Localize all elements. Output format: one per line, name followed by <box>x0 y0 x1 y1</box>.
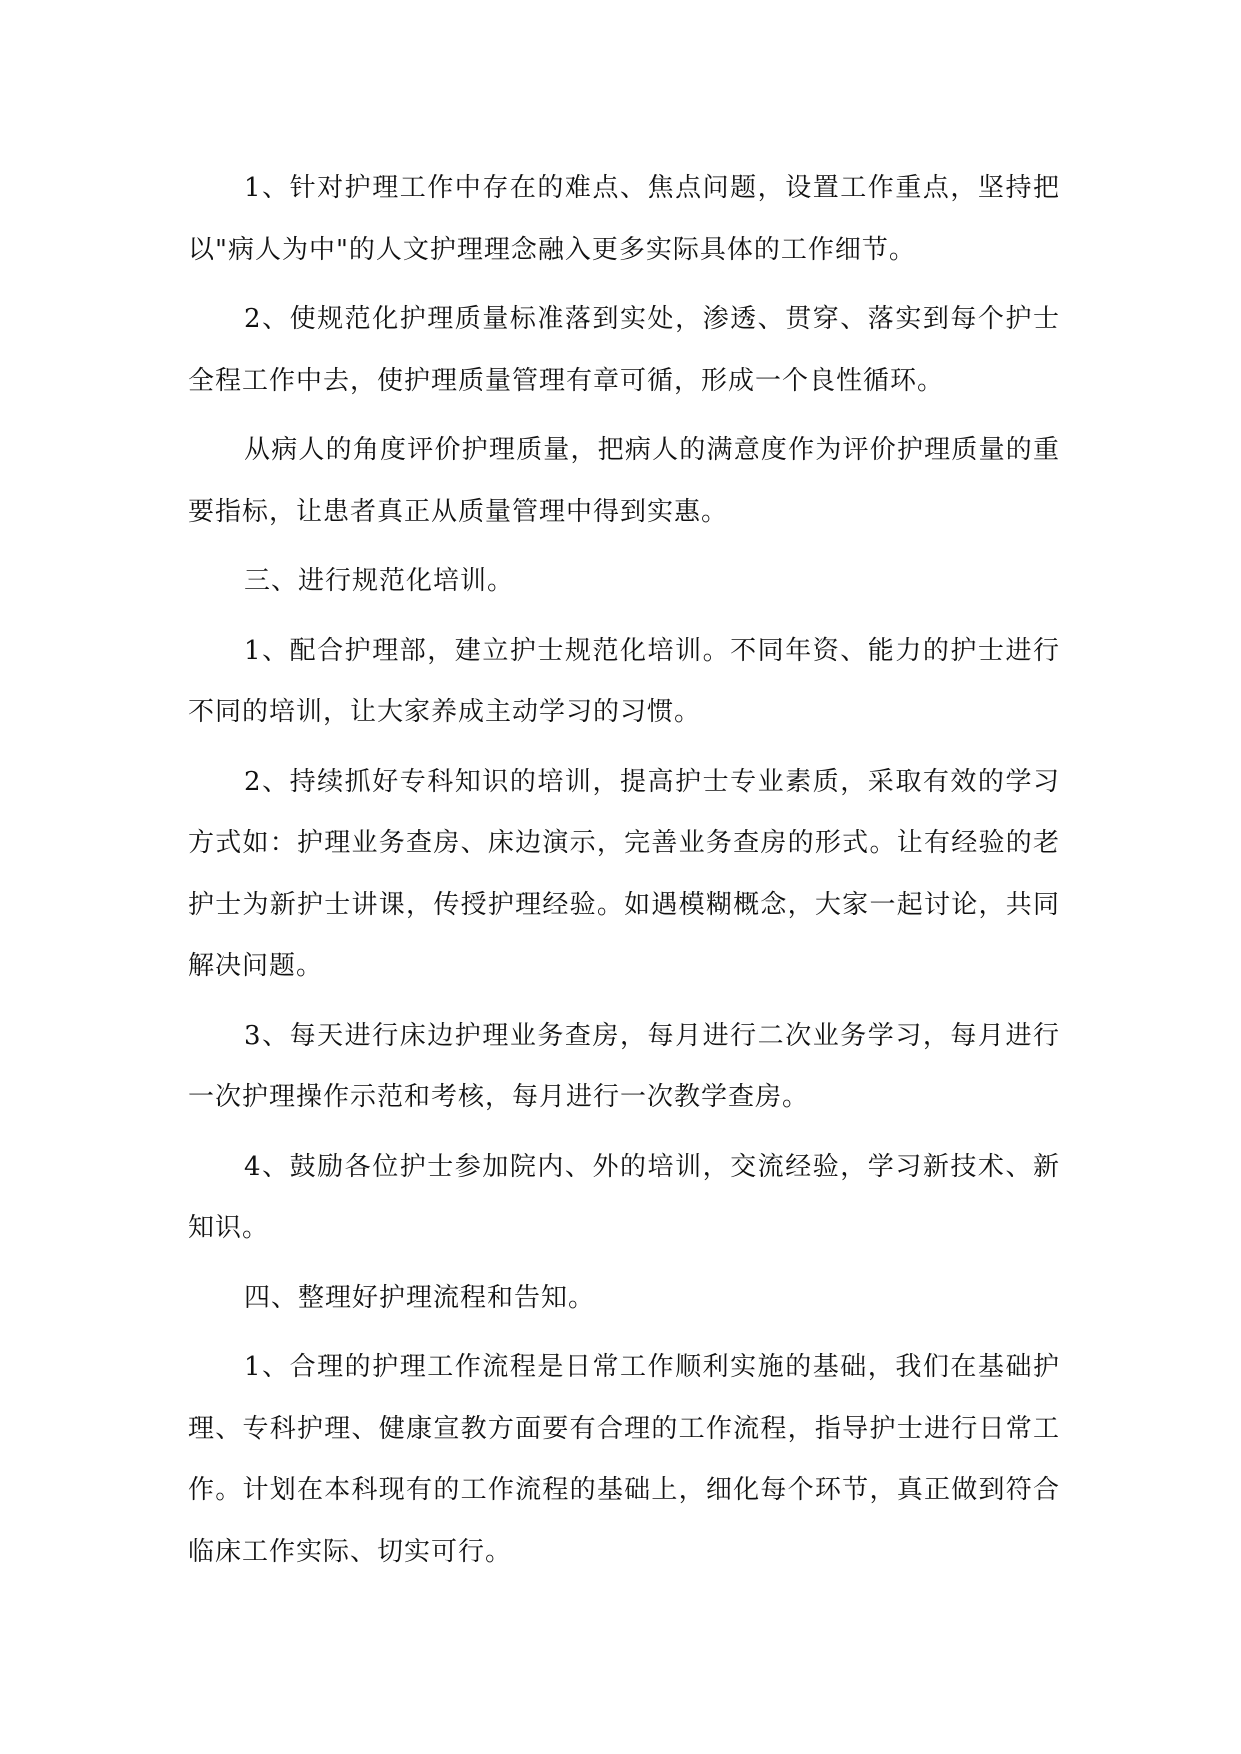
paragraph-8: 4、鼓励各位护士参加院内、外的培训，交流经验，学习新技术、新知识。 <box>188 1151 1060 1243</box>
paragraph-7: 3、每天进行床边护理业务查房，每月进行二次业务学习，每月进行一次护理操作示范和考核，每月进行一次教学查房。 <box>188 1020 1060 1112</box>
section-heading-3: 三、进行规范化培训。 <box>244 566 515 596</box>
paragraph-2: 2、使规范化护理质量标准落到实处，渗透、贯穿、落实到每个护士全程工作中去，使护理质量管理有章可循，形成一个良性循环。 <box>188 304 1060 396</box>
paragraph-3: 从病人的角度评价护理质量，把病人的满意度作为评价护理质量的重要指标，让患者真正从质量管理中得到实惠。 <box>188 435 1060 527</box>
section-heading-4: 四、整理好护理流程和告知。 <box>244 1282 596 1313</box>
paragraph-1: 1、针对护理工作中存在的难点、焦点问题，设置工作重点，坚持把以"病人为中"的人文护理理念融入更多实际具体的工作细节。 <box>188 173 1060 265</box>
document-body <box>188 158 1060 1591</box>
paragraph-6: 2、持续抓好专科知识的培训，提高护士专业素质，采取有效的学习方式如：护理业务查房、床边演示，完善业务查房的形式。让有经验的老护士为新护士讲课，传授护理经验。如遇模糊概念，大家一起讨论，共同解决问题。 <box>188 766 1060 981</box>
paragraph-10: 1、合理的护理工作流程是日常工作顺利实施的基础，我们在基础护理、专科护理、健康宣教方面要有合理的工作流程，指导护士进行日常工作。计划在本科现有的工作流程的基础上，细化每个环节，真正做到符合临床工作实际、切实可行。 <box>188 1352 1060 1567</box>
paragraph-5: 1、配合护理部，建立护士规范化培训。不同年资、能力的护士进行不同的培训，让大家养成主动学习的习惯。 <box>188 635 1060 727</box>
